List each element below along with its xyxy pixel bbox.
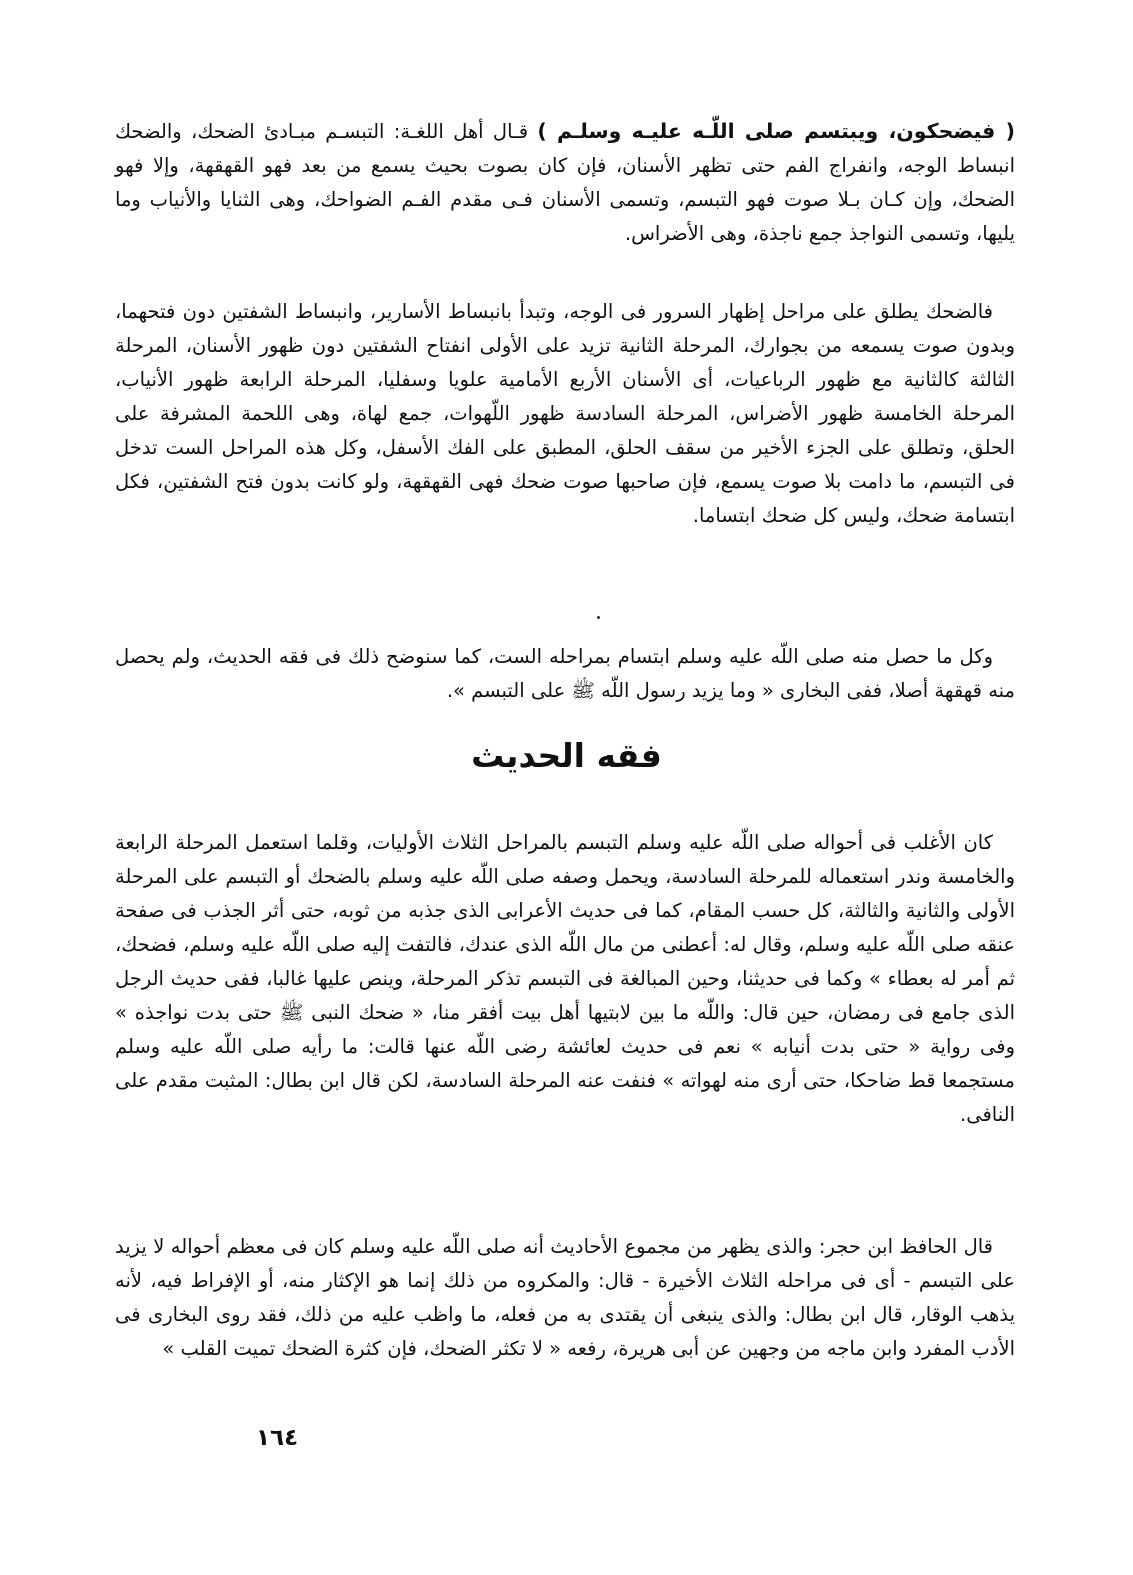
paragraph-intro-text: قـال أهل اللغـة: التبسـم مبـادئ الضحك، والضحك انبساط الوجه، وانفراج الفم حتى تظهر الأسنان، فإن كان بصوت بحيث يسمع من بعد فهو القهقهة، وإلا فهو الضحك، وإن كـان بـلا صوت فهو التبسم، وتسمى الأسنان فـى مقدم الفـم الضواحك، وهى الثنايا والأنياب وما يليها، وتسمى النواجذ جمع ناجذة، وهى الأضراس. xyxy=(115,120,1015,245)
paragraph-text: فالضحك يطلق على مراحل إظهار السرور فى الوجه، وتبدأ بانبساط الأسارير، وانبساط الشفتين دون فتحهما، وبدون صوت يسمعه من بجوارك، المرحلة الثانية تزيد على الأولى انفتاح الشفتين دون ظهور الأسنان، المرحلة الثالثة كالثانية مع ظهور الرباعيات، أى الأسنان الأربع الأمامية علويا وسفليا، المرحلة الرابعة ظهور الأنياب، المرحلة الخامسة ظهور الأضراس، المرحلة السادسة ظهور اللّهوات، جمع لهاة، وهى اللحمة المشرفة على الحلق، وتطلق على الجزء الأخير من سقف الحلق، المطبق على الفك الأسفل، وكل هذه المراحل الست تدخل فى التبسم، ما دامت بلا صوت يسمع، فإن صاحبها صوت ضحك فهى القهقهة، ولو كانت بدون فتح الشفتين، فكل ابتسامة ضحك، وليس كل ضحك ابتساما. xyxy=(115,300,1015,527)
paragraph-laughter-stages xyxy=(115,295,1015,533)
paragraph-text: وكل ما حصل منه صلى اللّه عليه وسلم ابتسام بمراحله الست، كما سنوضح ذلك فى فقه الحديث، ولم يحصل منه قهقهة أصلا، ففى البخارى « وما يزيد رسول اللّه ﷺ على التبسم ». xyxy=(115,645,1015,702)
paragraph-text: كان الأغلب فى أحواله صلى اللّه عليه وسلم التبسم بالمراحل الثلاث الأوليات، وقلما استعمل المرحلة الرابعة والخامسة وندر استعماله للمرحلة السادسة، ويحمل وصفه صلى اللّه عليه وسلم بالضحك أو التبسم على المرحلة الأولى والثانية والثالثة، كل حسب المقام، كما فى حديث الأعرابى الذى جذبه من ثوبه، حتى أثر الجذب فى صفحة عنقه صلى اللّه عليه وسلم، وقال له: أعطنى من مال اللّه الذى عندك، فالتفت إليه صلى اللّه عليه وسلم، فضحك، ثم أمر له بعطاء » وكما فى حديثنا، وحين المبالغة فى التبسم تذكر المرحلة، وينص عليها غالبا، ففى حديث الرجل الذى جامع فى رمضان، حين قال: واللّه ما بين لابتيها أهل بيت أفقر منا، « ضحك النبى ﷺ حتى بدت نواجذه » وفى رواية « حتى بدت أنيابه » نعم فى حديث لعائشة رضى اللّه عنها قالت: ما رأيه صلى اللّه عليه وسلم مستجمعا قط ضاحكا، حتى أرى منه لهواته » فنفت عنه المرحلة السادسة، لكن قال ابن بطال: المثبت مقدم على النافى. xyxy=(115,831,1015,1126)
paragraph-ibn-hajar xyxy=(115,1230,1015,1366)
paragraph-prophet-smile xyxy=(115,640,1015,708)
section-heading: فقه الحديث xyxy=(471,736,662,775)
quoted-hadith-phrase: ( فيضحكون، ويبتسم صلى اللّـه عليـه وسلـم ) xyxy=(537,119,1015,143)
paragraph-intro xyxy=(115,114,1015,251)
paragraph-text: قال الحافظ ابن حجر: والذى يظهر من مجموع الأحاديث أنه صلى اللّه عليه وسلم كان فى معظم أحواله لا يزيد على التبسم - أى فى مراحله الثلاث الأخيرة - قال: والمكروه من ذلك إنما هو الإكثار منه، أو الإفراط فيه، لأنه يذهب الوقار، قال ابن بطال: والذى ينبغى أن يقتدى به من فعله، ما واظب عليه من ذلك، فقد روى البخارى فى الأدب المفرد وابن ماجه من وجهين عن أبى هريرة، رفعه « لا تكثر الضحك، فإن كثرة الضحك تميت القلب » xyxy=(115,1235,1015,1360)
paragraph-fiqh xyxy=(115,826,1015,1132)
page-number: ١٦٤ xyxy=(256,1425,299,1451)
stray-dot xyxy=(597,616,600,619)
